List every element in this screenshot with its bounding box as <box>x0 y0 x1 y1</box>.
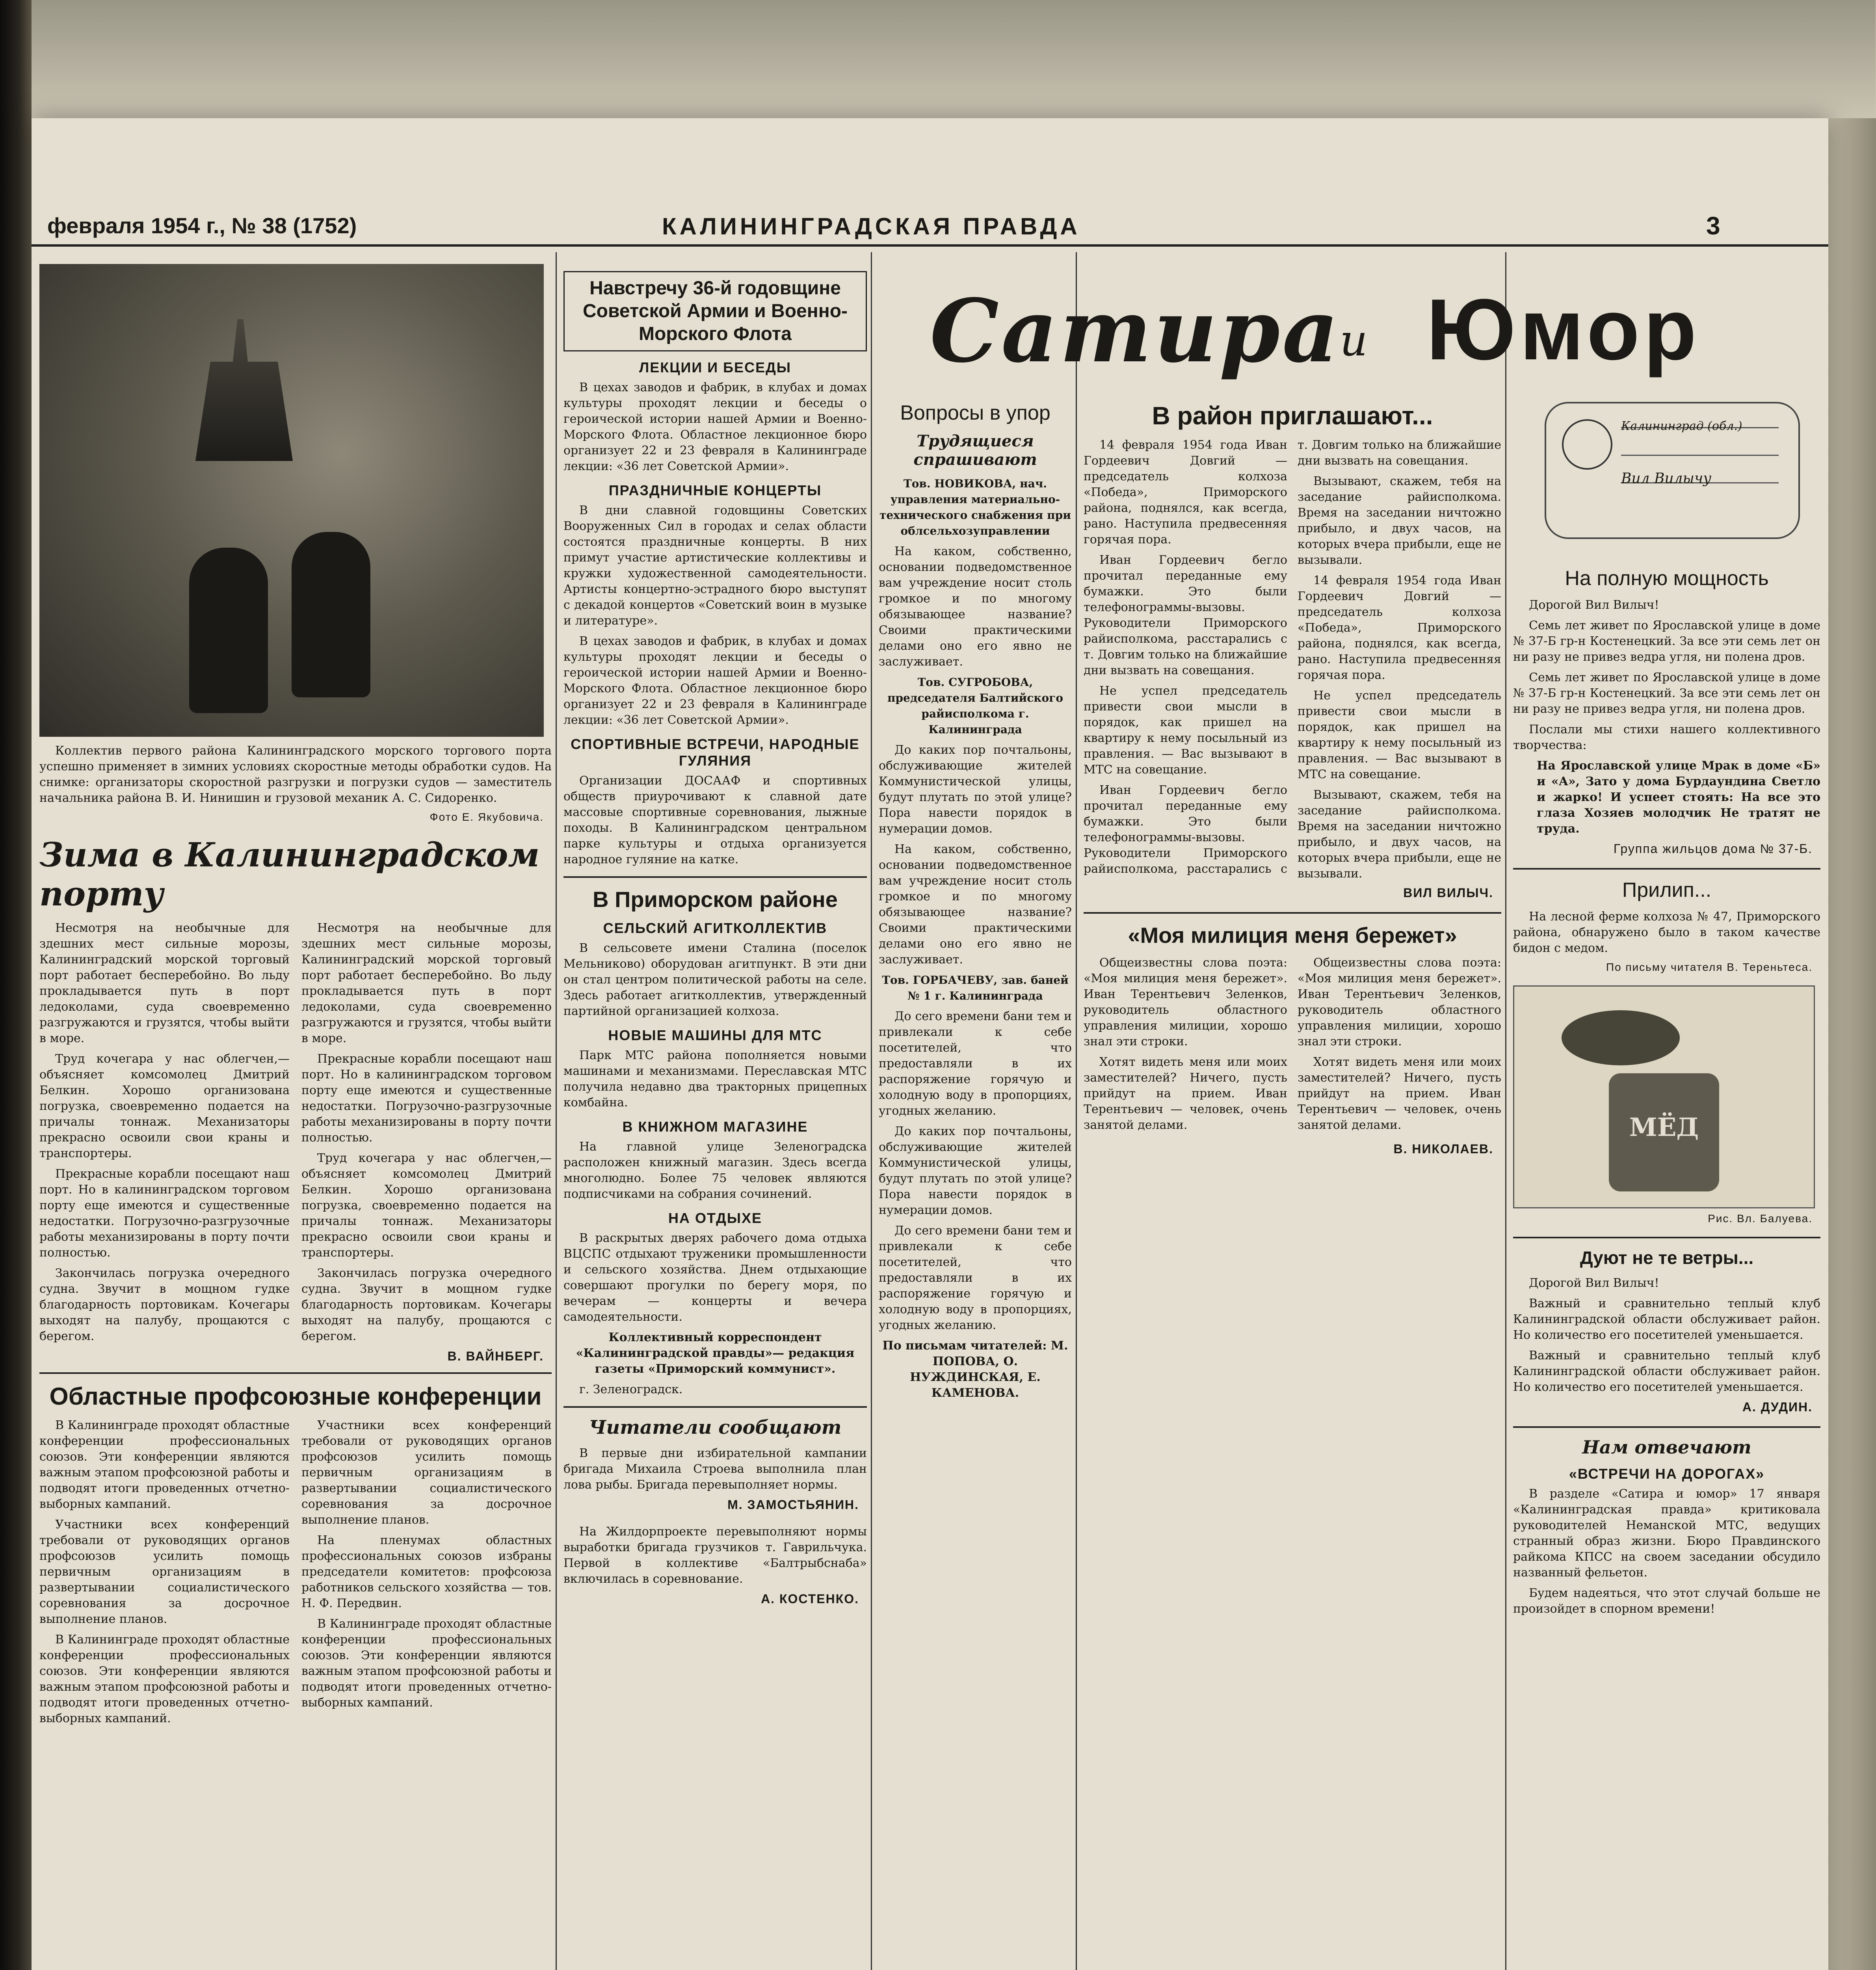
lectures-text: В цехах заводов и фабрик, в клубах и домах культуры проходят лекции и беседы о героической истории нашей Армии и Военно-Морского Флота. Областное лекционное бюро организует 22 и 23 февраля в Калининграде лекции: «36 лет Советской Армии». <box>563 381 867 473</box>
prilip-signature: По письму читателя В. Тереньтеса. <box>1606 961 1813 973</box>
reply-subtitle: «ВСТРЕЧИ НА ДОРОГАХ» <box>1569 1466 1765 1482</box>
concerts-heading: ПРАЗДНИЧНЫЕ КОНЦЕРТЫ <box>608 482 822 498</box>
reply-title: Нам отвечают <box>1582 1437 1751 1458</box>
readers-title: Читатели сообщают <box>589 1416 842 1438</box>
power-text: Семь лет живет по Ярославской улице в доме № 37-Б гр-н Костенецкий. За все эти семь лет он ни разу не привез ведра угля, ни полена дров. <box>1513 619 1820 664</box>
port-paragraph: Прекрасные корабли посещают наш порт. Но в калининградском торговом порту еще имеются и существенные недостатки. Погрузочно-разгрузочные работы механизированы в порту почти полностью. <box>39 1167 290 1260</box>
port-paragraph: Труд кочегара у нас облегчен,— объясняет комсомолец Дмитрий Белкин. Хорошо организована погрузка, своевременно подается на причалы тоннаж. Механизаторы прекрасно освоили свои краны и транспортеры. <box>39 1052 290 1160</box>
militia-paragraph: Общеизвестны слова поэта: «Моя милиция меня бережет». Иван Терентьевич Зеленков, руководитель областного управления милиции, хорошо знал эти строки. <box>1298 956 1501 1048</box>
wind-greeting: Дорогой Вил Вилыч! <box>1529 1276 1659 1290</box>
humor-word: Юмор <box>1426 281 1701 378</box>
stamp-city: Калининград (обл.) <box>1621 419 1742 433</box>
satire-humor-banner <box>914 280 1828 382</box>
section-rule <box>1084 912 1501 914</box>
port-paragraph: Несмотря на необычные для здешних мест сильные морозы, Калининградский морской торговый порт работает бесперебойно. Во льду прокладывается путь в порт ледоколами, суда своевременно разгружаются и грузятся, чтобы выйти в море. <box>301 921 552 1045</box>
question-text: До сего времени бани тем и привлекали к себе посетителей, что предоставляли в их распоряжение горячую и холодную воду в пропорциях, угодных желанию. <box>879 1009 1072 1118</box>
issue-date: февраля 1954 г., № 38 (1752) <box>47 213 357 238</box>
primorsk-signature: Коллективный корреспондент «Калининградской правды»— редакция газеты «Приморский коммунист». <box>576 1331 855 1376</box>
sport-heading: СПОРТИВНЫЕ ВСТРЕЧИ, НАРОДНЫЕ ГУЛЯНИЯ <box>571 736 860 769</box>
photo-caption: Коллектив первого района Калининградского морского торгового порта успешно применяет в зимних условиях скоростные методы обработки судов. На снимке: организаторы скоростной разгрузки и погрузки судов — заместитель начальника района В. И. Нинишин и грузовой механик А. С. Сидоренко. <box>39 744 552 805</box>
conf-paragraph: В Калининграде проходят областные конференции профессиональных союзов. Эти конференции являются важным этапом профсоюзной работы и подводят итоги проведенных отчетно-выборных кампаний. <box>39 1633 290 1725</box>
question-text: До каких пор почтальоны, обслуживающие жителей Коммунистической улицы, будут плутать по этой улице? Пора навести порядок в нумерации домов. <box>879 1124 1072 1217</box>
question-text: До каких пор почтальоны, обслуживающие жителей Коммунистической улицы, будут плутать по этой улице? Пора навести порядок в нумерации домов. <box>879 743 1072 836</box>
prilip-caption: Рис. Вл. Балуева. <box>1708 1212 1813 1225</box>
invite-article <box>1084 437 1501 882</box>
invite-paragraph: Иван Гордеевич бегло прочитал переданные ему бумажки. Это были телефонограммы-вызовы. Руководители Приморского райисполкома, расстарались с т. Довгим только на ближайшие дни вызвать на совещания. <box>1084 438 1501 876</box>
wind-signature: А. ДУДИН. <box>1742 1400 1813 1414</box>
readers-signature: М. ЗАМОСТЬЯНИН. <box>727 1498 859 1512</box>
questions-signers: По письмам читателей: М. ПОПОВА, О. НУЖДИНСКАЯ, Е. КАМЕНОВА. <box>882 1339 1068 1400</box>
invite-title: В район приглашают... <box>1152 401 1433 430</box>
invite-paragraph: Вызывают, скажем, тебя на заседание райисполкома. Время на заседании ничтожно прибыло, и двух часов, на которых вчера прибыли, еще не вызывали. <box>1298 474 1501 567</box>
invite-signature: ВИЛ ВИЛЫЧ. <box>1403 886 1493 900</box>
port-paragraph: Закончилась погрузка очередного судна. Звучит в мощном гудке благодарность портовикам. Кочегары выходят на палубу, прощаются с берегом. <box>301 1266 552 1343</box>
army-column <box>563 264 867 1970</box>
column-rule <box>1505 252 1506 1970</box>
agit-text: В сельсовете имени Сталина (поселок Мельниково) оборудован агитпункт. В эти дни он стал центром политической работы на селе. Здесь работает агитколлектив, утвержденный партийной организацией колхоза. <box>563 941 867 1018</box>
invite-paragraph: Не успел председатель привести свои мысли в порядок, как пришел на квартиру к нему посыльный из правления. — Вас вызывают в МТС на совещание. <box>1084 684 1287 777</box>
question-text: На каком, собственно, основании подведомственное вам учреждение носит столь громкое и по многому обязывающее название? Своими практическими делами оно его явно не заслуживает. <box>879 842 1072 966</box>
primorsk-title: В Приморском районе <box>593 887 838 912</box>
left-column <box>39 264 552 1970</box>
question-addressee: Тов. СУГРОБОВА, председателя Балтийского райисполкома г. Калининграда <box>887 676 1064 736</box>
mts-text: Парк МТС района пополняется новыми машинами и механизмами. Переславская МТС получила недавно два тракторных прицепных комбайна. <box>563 1048 867 1110</box>
militia-paragraph: Хотят видеть меня или моих заместителей? Ничего, пусть прийдут на прием. Иван Терентьевич — человек, очень занятой делами. <box>1084 1055 1287 1132</box>
conf-paragraph: В Калининграде проходят областные конференции профессиональных союзов. Эти конференции являются важным этапом профсоюзной работы и подводят итоги проведенных отчетно-выборных кампаний. <box>301 1617 552 1710</box>
section-rule <box>1513 868 1820 870</box>
port-title: Зима в Калининградском порту <box>39 835 540 913</box>
section-rule <box>563 1406 867 1408</box>
page-number: 3 <box>1706 212 1720 240</box>
column-rule <box>871 252 872 1970</box>
honey-cartoon <box>1513 985 1815 1208</box>
sport-text: Организации ДОСААФ и спортивных обществ приурочивают к славной дате массовые спортивные соревнования, лыжные походы. В Калининградском центральном парке культуры и отдыха организуется народное гуляние на катке. <box>563 774 867 866</box>
lectures-heading: ЛЕКЦИИ И БЕСЕДЫ <box>639 359 791 375</box>
invite-paragraph: Вызывают, скажем, тебя на заседание райисполкома. Время на заседании ничтожно прибыло, и двух часов, на которых вчера прибыли, еще не вызывали. <box>1298 788 1501 881</box>
question-text: На каком, собственно, основании подведомственное вам учреждение носит столь громкое и по многому обязывающее название? Своими практическими делами оно его явно не заслуживает. <box>879 545 1072 669</box>
rest-text: В раскрытых дверях рабочего дома отдыха ВЦСПС отдыхают труженики промышленности и сельского хозяйства. Днем отдыхающие совершают прогулки по берегу моря, по вечерам — концерты и вечера самодеятельности. <box>563 1231 867 1324</box>
power-text: Послали мы стихи нашего коллективного творчества: <box>1513 723 1820 752</box>
concerts-text: В цехах заводов и фабрик, в клубах и домах культуры проходят лекции и беседы о героической истории нашей Армии и Военно-Морского Флота. Областное лекционное бюро организует 22 и 23 февраля в Калининграде лекции: «36 лет Советской Армии». <box>563 634 867 727</box>
power-signature: Группа жильцов дома № 37-Б. <box>1613 842 1813 856</box>
concerts-text: В дни славной годовщины Советских Вооруженных Сил в городах и селах области состоятся праздничные концерты. В них примут участие артистические коллективы и кружки художественной самодеятельности. Артисты концертно-эстрадного бюро выступят с декадой концертов «Советский воин в музыке и литературе». <box>563 504 867 628</box>
militia-paragraph: Общеизвестны слова поэта: «Моя милиция меня бережет». Иван Терентьевич Зеленков, руководитель областного управления милиции, хорошо знал эти строки. <box>1084 956 1287 1048</box>
invite-paragraph: 14 февраля 1954 года Иван Гордеевич Довгий — председатель колхоза «Победа», Приморского района, поднялся, как всегда, рано. Наступила предвесенняя горячая пора. <box>1298 574 1501 682</box>
questions-column <box>879 394 1072 1970</box>
ship-shape <box>165 319 315 461</box>
invite-paragraph: Не успел председатель привести свои мысли в порядок, как пришел на квартиру к нему посыльный из правления. — Вас вызывают в МТС на совещание. <box>1298 689 1501 781</box>
conf-paragraph: Участники всех конференций требовали от руководящих органов профсоюзов усилить помощь первичным организациям в развертывании социалистического соревнования за досрочное выполнение планов. <box>39 1518 290 1626</box>
column-rule <box>556 252 557 1970</box>
worker-figure <box>189 548 268 713</box>
page-top-edge <box>32 0 1876 118</box>
reply-text: Будем надеяться, что этот случай больше не произойдет в спорном времени! <box>1513 1586 1820 1616</box>
jar-label: МЁД <box>1629 1113 1699 1142</box>
port-photo <box>39 264 544 737</box>
question-text: До сего времени бани тем и привлекали к себе посетителей, что предоставляли в их распоряжение горячую и холодную воду в пропорциях, угодных желанию. <box>879 1224 1072 1332</box>
prilip-title: Прилип... <box>1622 879 1712 901</box>
readers-text: В первые дни избирательной кампании бригада Михаила Строева выполнила план лова рыбы. Бригада перевыполняет нормы. <box>563 1446 867 1492</box>
power-greeting: Дорогой Вил Вилыч! <box>1529 598 1659 612</box>
book-text: На главной улице Зеленоградска расположен книжный магазин. Здесь всегда многолюдно. Более 75 человек являются подписчиками на собрания сочинений. <box>563 1140 867 1201</box>
conf-paragraph: На пленумах областных профессиональных союзов избраны председатели комитетов: профсоюза работников сельского хозяйства — тов. Н. Ф. Передвин. <box>301 1533 552 1610</box>
port-article <box>39 920 552 1364</box>
bee-figure <box>1562 1010 1680 1065</box>
invite-paragraph: Иван Гордеевич бегло прочитал переданные ему бумажки. Это были телефонограммы-вызовы. Руководители Приморского райисполкома, расстарались с т. Довгим только на ближайшие дни вызвать на совещания. <box>1084 553 1287 677</box>
column-rule <box>1076 252 1077 1970</box>
section-rule <box>1513 1237 1820 1238</box>
conf-title: Областные профсоюзные конференции <box>49 1383 542 1410</box>
port-paragraph: Несмотря на необычные для здешних мест сильные морозы, Калининградский морской торговый порт работает бесперебойно. Во льду прокладывается путь в порт ледоколами, суда своевременно разгружаются и грузятся, чтобы выйти в море. <box>39 921 290 1045</box>
port-paragraph: Труд кочегара у нас облегчен,— объясняет комсомолец Дмитрий Белкин. Хорошо организована погрузка, своевременно подается на причалы тоннаж. Механизаторы прекрасно освоили свои краны и транспортеры. <box>301 1151 552 1260</box>
book-binding <box>0 0 32 1970</box>
newspaper-page <box>32 118 1828 1970</box>
address-line <box>1621 455 1779 456</box>
mts-heading: НОВЫЕ МАШИНЫ ДЛЯ МТС <box>608 1027 822 1043</box>
photo-credit: Фото Е. Якубовича. <box>429 811 544 823</box>
army-title: Навстречу 36-й годовщине Советской Армии и Военно-Морского Флота <box>563 271 867 351</box>
question-addressee: Тов. НОВИКОВА, нач. управления материально-технического снабжения при облсельхозуправлении <box>879 477 1071 537</box>
postmark-icon <box>1562 419 1612 470</box>
stamp-addressee: Вил Вилычу <box>1621 470 1712 487</box>
wind-text: Важный и сравнительно теплый клуб Калининградской области обслуживает район. Но количество его посетителей уменьшается. <box>1513 1297 1820 1342</box>
port-paragraph: Закончилась погрузка очередного судна. Звучит в мощном гудке благодарность портовикам. Кочегары выходят на палубу, прощаются с берегом. <box>39 1266 290 1343</box>
page-header <box>32 209 1828 247</box>
port-paragraph: Прекрасные корабли посещают наш порт. Но в калининградском торговом порту еще имеются и существенные недостатки. Погрузочно-разгрузочные работы механизированы в порту почти полностью. <box>301 1052 552 1145</box>
section-rule <box>1513 1426 1820 1428</box>
satire-word: Сатира <box>930 280 1341 382</box>
wind-title: Дуют не те ветры... <box>1580 1247 1754 1268</box>
power-text: Семь лет живет по Ярославской улице в доме № 37-Б гр-н Костенецкий. За все эти семь лет он ни разу не привез ведра угля, ни полена дров. <box>1513 671 1820 716</box>
readers-text: На Жилдорпроекте перевыполняют нормы выработки бригада грузчиков т. Гаврильчука. Первой в коллективе «Балтрыбснаба» включилась в соревнование. <box>563 1525 867 1586</box>
militia-signature: В. НИКОЛАЕВ. <box>1393 1142 1493 1156</box>
and-word: и <box>1340 315 1368 366</box>
power-poem: На Ярославской улице Мрак в доме «Б» и «А», Зато у дома Бурдаундина Светло и жарко! И успеет стоять: На все это глаза Хозяев молодчик Не тратят не труда. <box>1537 759 1820 836</box>
conf-paragraph: Участники всех конференций требовали от руководящих органов профсоюзов усилить помощь первичным организациям в развертывании социалистического соревнования за досрочное выполнение планов. <box>301 1418 552 1527</box>
rest-heading: НА ОТДЫХЕ <box>668 1210 762 1226</box>
page-right-edge <box>1828 118 1876 1970</box>
questions-subtitle: Трудящиеся спрашивают <box>913 432 1037 469</box>
right-column <box>1513 559 1820 1970</box>
question-addressee: Тов. ГОРБАЧЕВУ, зав. баней № 1 г. Калининграда <box>882 974 1069 1002</box>
reply-text: В разделе «Сатира и юмор» 17 января «Калининградская правда» критиковала руководителей Неманской МТС, ведущих странный образ жизни. Бюро Правдинского райкома КПСС на своем заседании обсудило названный фельетон. <box>1513 1487 1820 1580</box>
book-heading: В КНИЖНОМ МАГАЗИНЕ <box>622 1119 808 1135</box>
militia-paragraph: Хотят видеть меня или моих заместителей? Ничего, пусть прийдут на прием. Иван Терентьевич — человек, очень занятой делами. <box>1298 1055 1501 1132</box>
worker-figure <box>292 532 370 697</box>
invite-column <box>1084 394 1501 1970</box>
questions-title: Вопросы в упор <box>900 401 1050 424</box>
section-rule <box>563 876 867 878</box>
section-rule <box>39 1372 552 1374</box>
militia-article <box>1084 955 1501 1138</box>
primorsk-place: г. Зеленоградск. <box>579 1383 683 1396</box>
wind-text: Важный и сравнительно теплый клуб Калининградской области обслуживает район. Но количество его посетителей уменьшается. <box>1513 1349 1820 1394</box>
invite-paragraph: 14 февраля 1954 года Иван Гордеевич Довгий — председатель колхоза «Победа», Приморского района, поднялся, как всегда, рано. Наступила предвесенняя горячая пора. <box>1084 438 1287 546</box>
militia-title: «Моя милиция меня бережет» <box>1128 923 1457 948</box>
readers-signature: А. КОСТЕНКО. <box>761 1592 859 1606</box>
conf-article <box>39 1418 552 1727</box>
newspaper-title: КАЛИНИНГРАДСКАЯ ПРАВДА <box>662 213 1080 240</box>
port-signature: В. ВАЙНБЕРГ. <box>447 1349 544 1363</box>
prilip-text: На лесной ферме колхоза № 47, Приморского района, обнаружено было в таком качестве бидон с медом. <box>1513 910 1820 955</box>
agit-heading: СЕЛЬСКИЙ АГИТКОЛЛЕКТИВ <box>603 920 827 936</box>
power-title: На полную мощность <box>1565 567 1769 590</box>
conf-paragraph: В Калининграде проходят областные конференции профессиональных союзов. Эти конференции являются важным этапом профсоюзной работы и подводят итоги проведенных отчетно-выборных кампаний. <box>39 1418 290 1511</box>
envelope-stamp <box>1545 402 1800 539</box>
